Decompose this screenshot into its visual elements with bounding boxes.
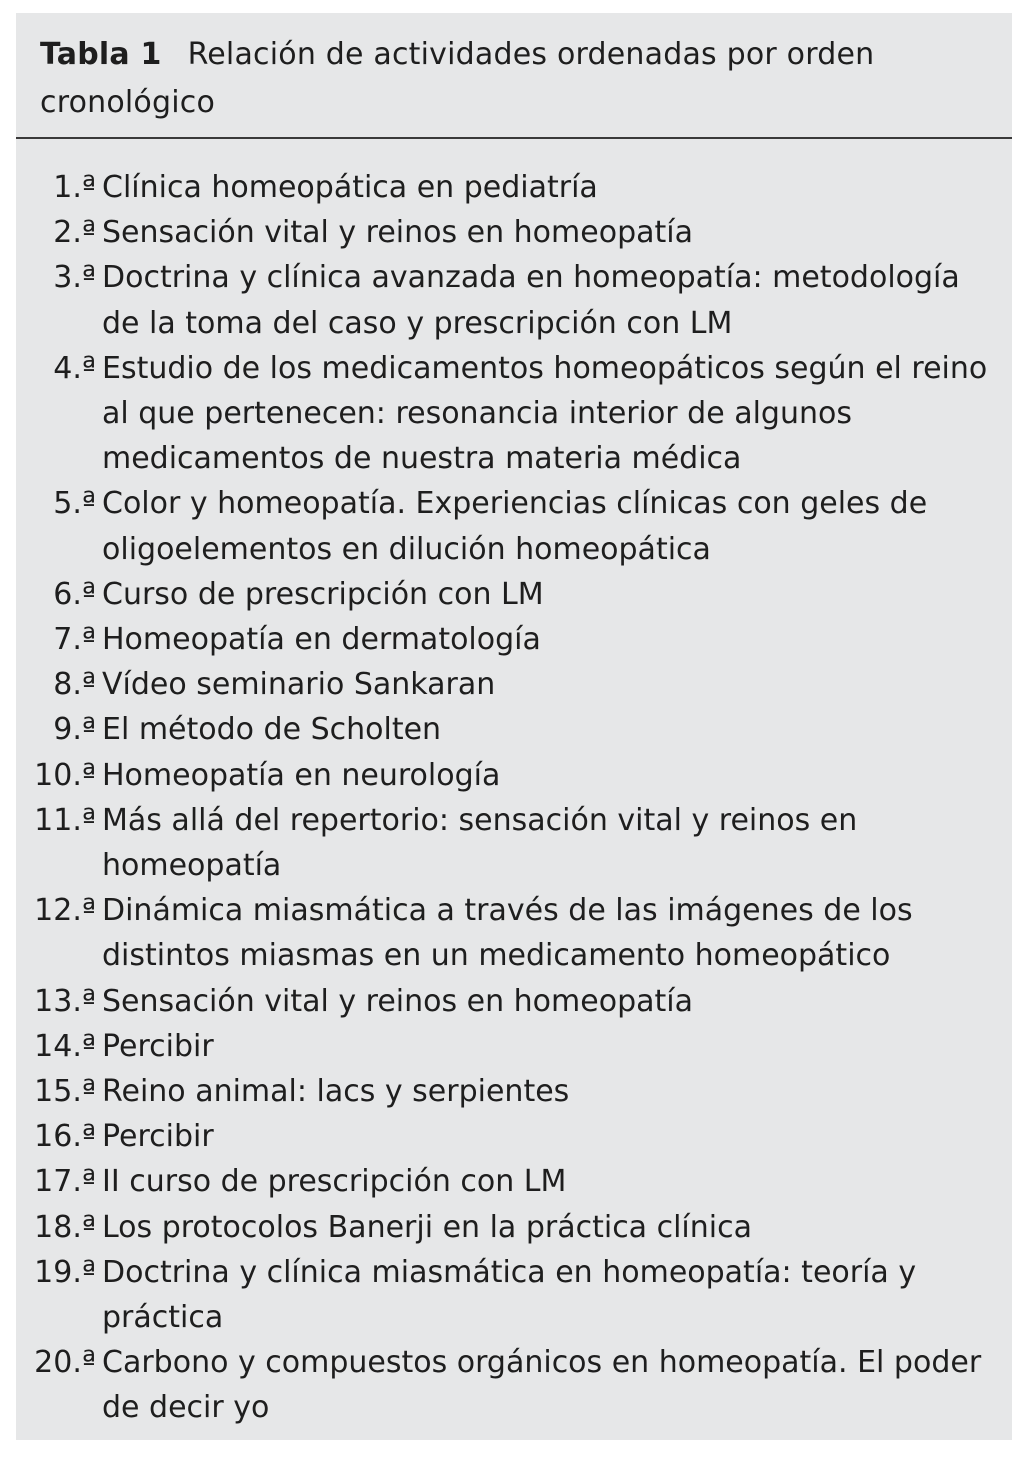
row-text: Sensación vital y reinos en homeopatía: [102, 983, 693, 1019]
table-row: [16, 798, 1012, 888]
row-number: 20.ª: [34, 1345, 96, 1381]
table-label: Tabla 1: [40, 37, 162, 72]
row-number: 7.ª: [53, 622, 96, 658]
row-number: 15.ª: [34, 1074, 96, 1110]
row-number: 1.ª: [53, 170, 96, 205]
row-text: II curso de prescripción con LM: [102, 1164, 567, 1200]
row-text: Sensación vital y reinos en homeopatía: [102, 215, 693, 251]
row-text: Color y homeopatía. Experiencias clínicas con geles de oligoelementos en dilución homeopática: [102, 486, 928, 567]
table-row: [16, 617, 1012, 662]
table-title: Relación de actividades ordenadas por orden cronológico: [40, 37, 875, 120]
row-number: 10.ª: [34, 757, 96, 793]
table-row: [16, 888, 1012, 978]
row-number: 19.ª: [34, 1254, 96, 1290]
row-number: 2.ª: [53, 215, 96, 251]
table-row: [16, 210, 1012, 255]
row-number: 5.ª: [53, 486, 96, 522]
table-row: [16, 255, 1012, 345]
row-text: Percibir: [102, 1119, 214, 1155]
table-row: [16, 1250, 1012, 1340]
table-row: [16, 346, 1012, 482]
table-row: [16, 1024, 1012, 1069]
table-row: [16, 979, 1012, 1024]
table-row: [16, 662, 1012, 707]
row-text: Carbono y compuestos orgánicos en homeopatía. El poder de decir yo: [102, 1345, 982, 1426]
row-text: Más allá del repertorio: sensación vital y reinos en homeopatía: [102, 802, 858, 884]
table-caption: [40, 31, 990, 127]
row-text: El método de Scholten: [102, 712, 442, 748]
row-number: 6.ª: [53, 576, 96, 612]
row-number: 9.ª: [53, 712, 96, 748]
row-text: Clínica homeopática en pediatría: [102, 170, 598, 205]
table-row: [16, 572, 1012, 617]
caption-divider: [16, 137, 1012, 139]
table-row: [16, 753, 1012, 798]
row-text: Vídeo seminario Sankaran: [102, 667, 496, 703]
table-row: [16, 707, 1012, 752]
row-number: 12.ª: [34, 893, 96, 929]
table-container: [16, 13, 1012, 1440]
row-number: 13.ª: [34, 983, 96, 1019]
row-number: 4.ª: [53, 350, 96, 386]
activity-list: [16, 165, 1012, 1431]
table-row: [16, 1159, 1012, 1204]
row-text: Estudio de los medicamentos homeopáticos según el reino al que pertenecen: resonancia interior de algunos medicamentos de nuestra materia médica: [102, 350, 988, 477]
row-text: Doctrina y clínica avanzada en homeopatía: metodología de la toma del caso y prescripción con LM: [102, 260, 960, 341]
table-row: [16, 1114, 1012, 1159]
row-number: 16.ª: [34, 1119, 96, 1155]
row-text: Homeopatía en dermatología: [102, 622, 541, 658]
table-row: [16, 1069, 1012, 1114]
row-number: 3.ª: [53, 260, 96, 296]
row-text: Dinámica miasmática a través de las imágenes de los distintos miasmas en un medicamento homeopático: [102, 893, 913, 974]
table-row: [16, 1205, 1012, 1250]
row-text: Percibir: [102, 1028, 214, 1064]
row-text: Curso de prescripción con LM: [102, 576, 544, 612]
row-number: 17.ª: [34, 1164, 96, 1200]
row-text: Los protocolos Banerji en la práctica clínica: [102, 1209, 752, 1245]
table-row: [16, 481, 1012, 571]
row-number: 18.ª: [34, 1209, 96, 1245]
row-text: Homeopatía en neurología: [102, 757, 501, 793]
row-number: 11.ª: [34, 802, 96, 838]
row-number: 8.ª: [53, 667, 96, 703]
row-text: Reino animal: lacs y serpientes: [102, 1074, 570, 1110]
table-row: [16, 1340, 1012, 1430]
row-number: 14.ª: [34, 1028, 96, 1064]
table-row: [16, 165, 1012, 210]
row-text: Doctrina y clínica miasmática en homeopatía: teoría y práctica: [102, 1254, 917, 1336]
